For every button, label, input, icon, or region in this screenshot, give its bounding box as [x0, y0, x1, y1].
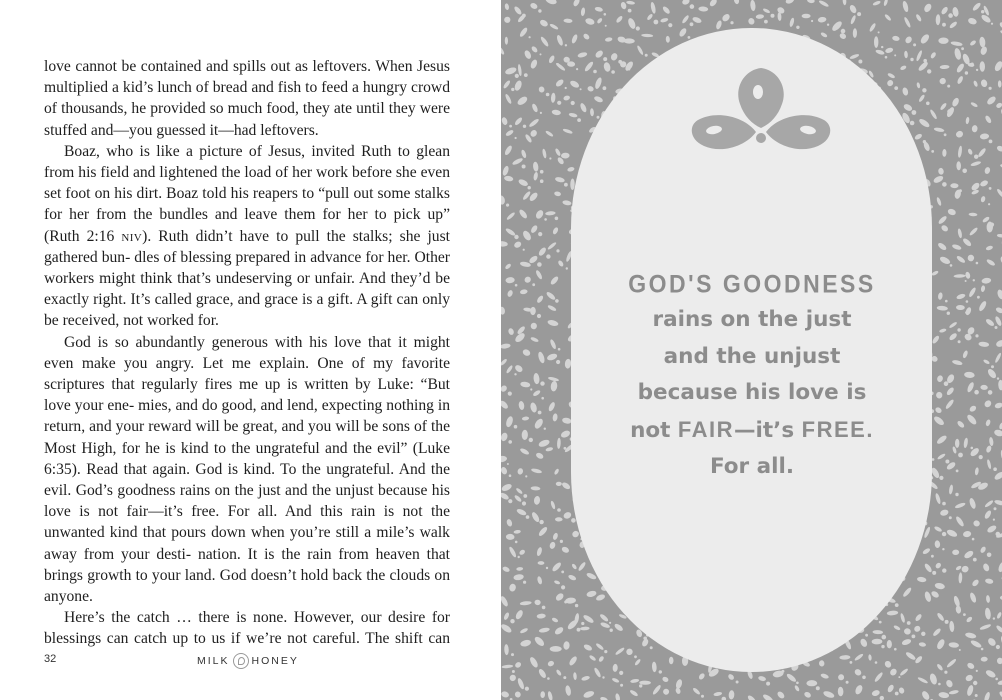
text-line: that regularly fires me up is written by Luke: “But love your ene- — [44, 376, 451, 415]
text-line: for he is kind to the ungrateful and the evil” (Luke 6:35). Read — [44, 439, 450, 478]
quote-line: rains on the just — [652, 307, 852, 332]
left-page — [0, 0, 500, 700]
text-line: dles of blessing prepared in advance for her. Other workers might — [44, 248, 450, 288]
running-head-milk: MILK — [197, 655, 230, 667]
quote-line: because his love is — [637, 380, 867, 405]
paragraph-2 — [44, 141, 450, 332]
text-line: of thousands, he provided so much food, they ate until they were — [44, 100, 450, 118]
text-line: multiplied a kid’s lunch of bread and fish to feed a hungry crowd — [44, 79, 450, 97]
text-line: think that’s undeserving or unfair. And they’d be exactly right. It’s — [44, 270, 450, 309]
text-line: on his dirt. Boaz told his reapers to “pull out some stalks for her — [44, 185, 450, 224]
running-head — [197, 653, 299, 669]
text-line: called grace, and grace is a gift. A gift can only be received, not — [44, 291, 450, 330]
quote-word-fair: FAIR — [677, 416, 735, 442]
text-line: Here’s the catch … there is none. However, our desire for — [64, 609, 450, 627]
text-line: pours down when you’re still a mile’s walk away from your desti- — [44, 524, 450, 563]
text-line: your reward will be great, and you will be sons of the Most High, — [44, 418, 450, 457]
text-line: goodness rains on the just and the unjust because his love is not — [44, 482, 450, 521]
ampersand-ornament-icon — [233, 653, 249, 669]
text-line: worked for. — [147, 312, 219, 330]
text-line: God is so abundantly generous with his love that it might even — [44, 333, 450, 372]
quote-line-4 — [621, 412, 883, 450]
text-line: Boaz, who is like a picture of Jesus, invited Ruth to glean from — [44, 142, 450, 182]
pull-quote — [621, 266, 883, 486]
text-line: blessings can catch up to us if we’re not careful. The shift can — [44, 630, 450, 648]
quote-line: For all. — [709, 454, 795, 479]
text-line: stuffed and—you guessed it—had leftovers. — [44, 121, 319, 139]
text-line: from the bundles and leave them for her to pick up” (Ruth 2:16 — [44, 206, 451, 245]
paragraph-3 — [44, 332, 450, 608]
text-line: love cannot be contained and spills out as leftovers. When Jesus — [44, 58, 450, 75]
quote-fragment: not — [630, 417, 678, 443]
quote-word-free: FREE. — [801, 416, 874, 442]
paragraph-1 — [44, 56, 450, 141]
text-line: fair—it’s free. For all. And this rain is not the unwanted kind that — [44, 503, 450, 542]
paragraph-4 — [44, 607, 450, 649]
text-line: mies, and do good, and lend, expecting nothing in return, and — [44, 397, 451, 436]
leaf-trefoil-ornament-icon — [686, 66, 836, 166]
quote-fragment: —it’s — [734, 417, 802, 443]
text-line: that again. God is kind. To the ungrateful. And the evil. God’s — [44, 460, 450, 500]
right-page-illustration — [501, 0, 1002, 700]
body-text — [44, 56, 450, 650]
quote-line: and the unjust — [663, 343, 841, 369]
text-line: make you angry. Let me explain. One of my favorite scriptures — [44, 354, 450, 394]
page-number: 32 — [44, 653, 57, 665]
running-head-honey: HONEY — [251, 655, 299, 667]
text-line: his field and lightened the load of her work before she even set foot — [44, 164, 451, 203]
text-line: God doesn’t hold back the clouds on anyone. — [44, 566, 450, 606]
text-line: ). Ruth didn’t have to pull the stalks; she just gathered bun- — [44, 227, 450, 266]
text-line: nation. It is the rain from heaven that brings growth to your land. — [44, 545, 450, 584]
bible-version-abbrev: niv — [121, 227, 143, 245]
quote-headline: GOD'S GOODNESS — [628, 269, 876, 299]
